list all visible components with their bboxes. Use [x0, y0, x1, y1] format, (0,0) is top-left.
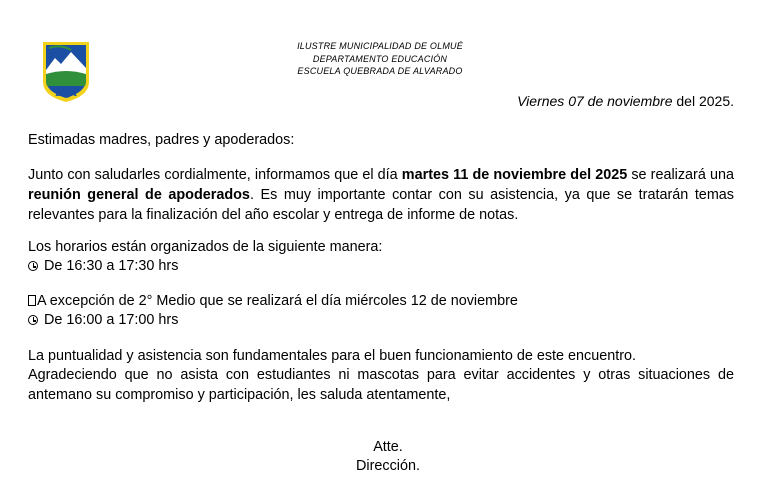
meeting-type: reunión general de apoderados	[28, 187, 250, 203]
intro-text-2: se realizará una	[627, 167, 734, 183]
intro-text-1: Junto con saludarles cordialmente, informamos que el día	[28, 167, 402, 183]
school-logo	[41, 40, 91, 104]
clock-icon	[28, 315, 38, 325]
svg-text:EQA: EQA	[55, 88, 77, 99]
signature-atte: Atte.	[373, 439, 403, 455]
closing-line-2: Agradeciendo que no asista con estudiantes ni mascotas para evitar accidentes y otras situaciones de antemano su compromiso y participación, les saluda atentamente,	[28, 367, 734, 403]
signature-block	[0, 438, 776, 476]
greeting: Estimadas madres, padres y apoderados:	[28, 132, 295, 148]
schedule-time-1	[28, 256, 734, 276]
date-year: del 2025.	[672, 93, 734, 109]
time-1-text: De 16:30 a 17:30 hrs	[44, 258, 179, 274]
clock-icon	[28, 261, 38, 271]
closing-line-1: La puntualidad y asistencia son fundamentales para el buen funcionamiento de este encuentro.	[28, 348, 637, 364]
date-italic: Viernes 07 de noviembre	[517, 93, 673, 109]
letterhead	[240, 40, 520, 78]
schedule-exception	[28, 291, 734, 311]
letter-date	[517, 93, 734, 109]
municipality-name: ILUSTRE MUNICIPALIDAD DE OLMUÉ	[297, 41, 463, 51]
meeting-date: martes 11 de noviembre del 2025	[401, 167, 628, 183]
exception-text: A excepción de 2° Medio que se realizará el día miércoles 12 de noviembre	[37, 293, 518, 309]
signature-direccion: Dirección.	[356, 458, 420, 474]
missing-glyph-box-icon	[28, 295, 36, 306]
intro-paragraph	[28, 165, 734, 225]
school-name: ESCUELA QUEBRADA DE ALVARADO	[297, 66, 463, 76]
time-2-text: De 16:00 a 17:00 hrs	[44, 312, 179, 328]
intro-text-3: . Es muy importante contar con su asistencia, ya que se tratarán temas relevantes para la finalización del año escolar y entrega de informe de notas.	[28, 187, 735, 223]
department-name: DEPARTAMENTO EDUCACIÓN	[312, 53, 448, 64]
schedule-heading: Los horarios están organizados de la siguiente manera:	[28, 239, 383, 255]
schedule-time-2	[28, 310, 734, 330]
